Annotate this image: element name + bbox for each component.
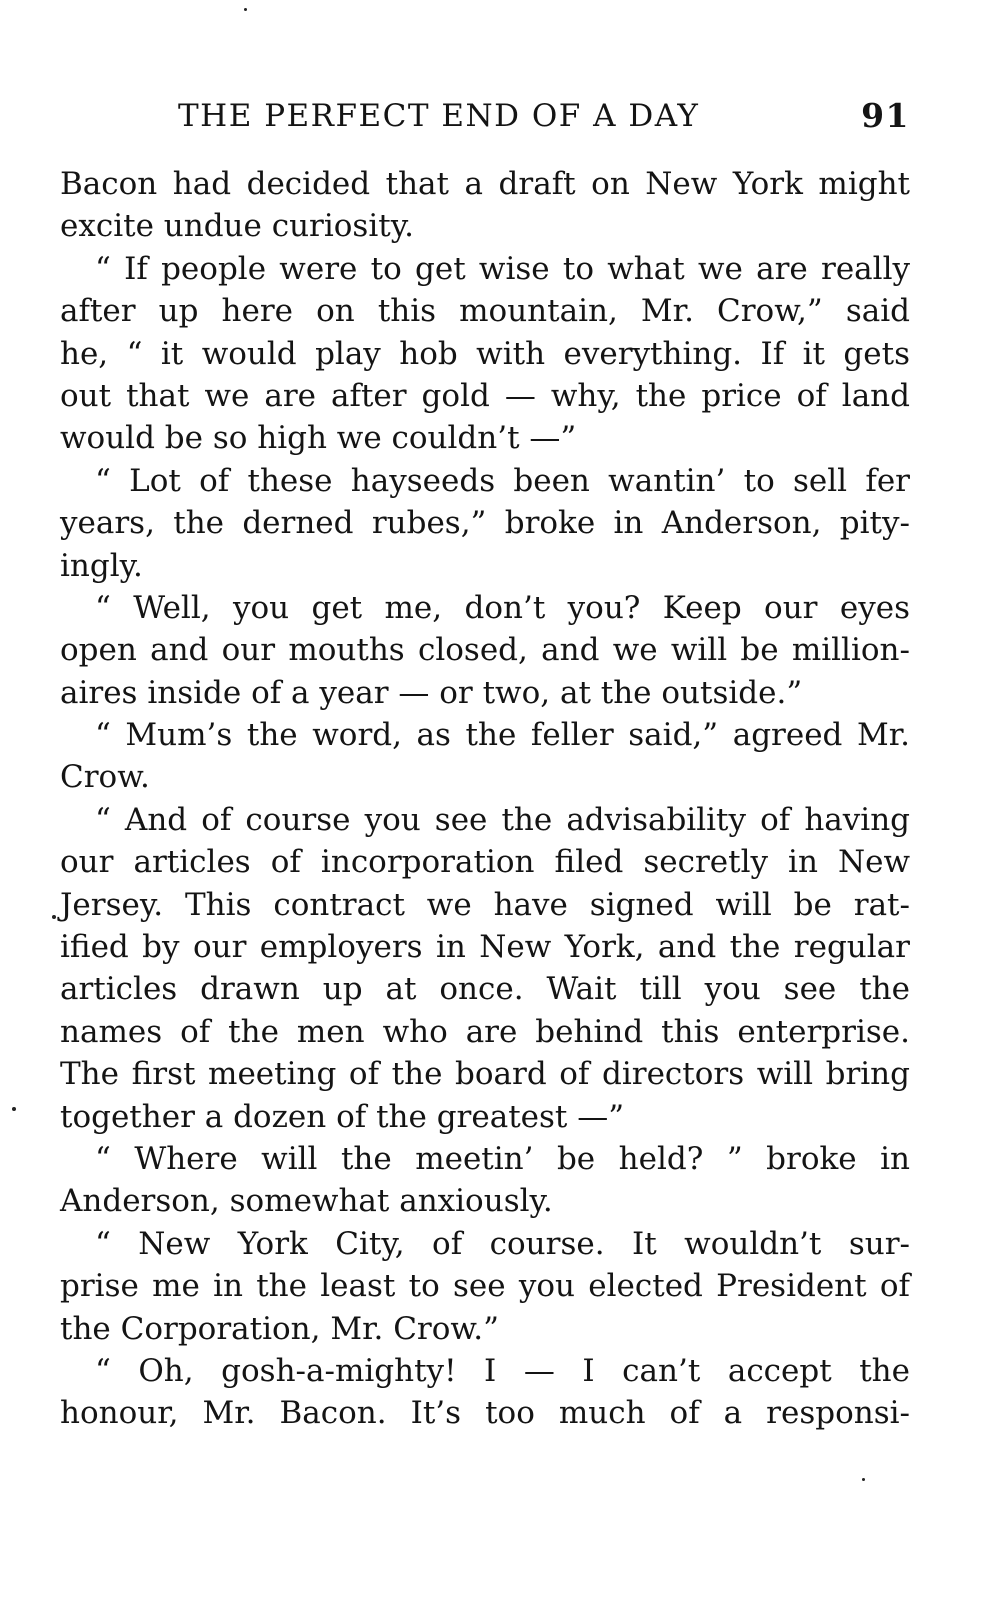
text-line: Jersey. This contract we have signed will be rat- — [60, 886, 910, 923]
text-line: our articles of incorporation filed secretly in New — [60, 844, 910, 881]
text-line: prise me in the least to see you elected President of — [60, 1268, 910, 1305]
text-line: articles drawn up at once. Wait till you see the — [60, 971, 910, 1008]
text-line: out that we are after gold — why, the price of land — [60, 377, 910, 414]
text-line: Bacon had decided that a draft on New York might — [60, 166, 910, 202]
body-text — [60, 163, 910, 1435]
text-line: ingly. — [60, 547, 143, 584]
text-line: years, the derned rubes,” broke in Anderson, pity- — [60, 505, 910, 542]
text-line: together a dozen of the greatest —” — [60, 1098, 625, 1135]
text-line: would be so high we couldn’t —” — [60, 420, 577, 457]
text-line: excite undue curiosity. — [60, 208, 414, 245]
text-line: “ New York City, of course. It wouldn’t sur- — [95, 1225, 910, 1262]
text-line: “ Oh, gosh-a-mighty! I — I can’t accept the — [95, 1352, 910, 1389]
print-speck — [52, 915, 56, 919]
text-line: honour, Mr. Bacon. It’s too much of a responsi- — [60, 1395, 910, 1432]
text-line: Crow. — [60, 759, 150, 796]
text-line: aires inside of a year — or two, at the outside.” — [60, 674, 803, 711]
running-title: THE PERFECT END OF A DAY — [178, 98, 700, 134]
print-speck — [862, 1478, 865, 1481]
text-line: he, “ it would play hob with everything. If it gets — [60, 335, 910, 372]
text-line: after up here on this mountain, Mr. Crow,” said — [60, 293, 910, 330]
text-line: “ Mum’s the word, as the feller said,” agreed Mr. — [95, 717, 910, 754]
print-speck — [12, 1107, 16, 1111]
page-number: 91 — [861, 96, 910, 135]
text-line: “ Lot of these hayseeds been wantin’ to sell fer — [95, 462, 910, 499]
print-speck — [244, 8, 247, 11]
text-line: the Corporation, Mr. Crow.” — [60, 1310, 499, 1347]
text-line: “ Where will the meetin’ be held? ” broke in — [95, 1140, 910, 1177]
text-line: open and our mouths closed, and we will be million- — [60, 632, 910, 669]
text-line: Anderson, somewhat anxiously. — [60, 1183, 553, 1220]
text-line: names of the men who are behind this enterprise. — [60, 1013, 910, 1050]
text-line: “ And of course you see the advisability of having — [95, 801, 910, 838]
text-line: “ If people were to get wise to what we are really — [95, 250, 910, 287]
text-line: The first meeting of the board of directors will bring — [60, 1056, 910, 1093]
text-line: ified by our employers in New York, and the regular — [60, 929, 910, 966]
running-head — [60, 92, 910, 142]
text-line: “ Well, you get me, don’t you? Keep our eyes — [95, 589, 910, 626]
